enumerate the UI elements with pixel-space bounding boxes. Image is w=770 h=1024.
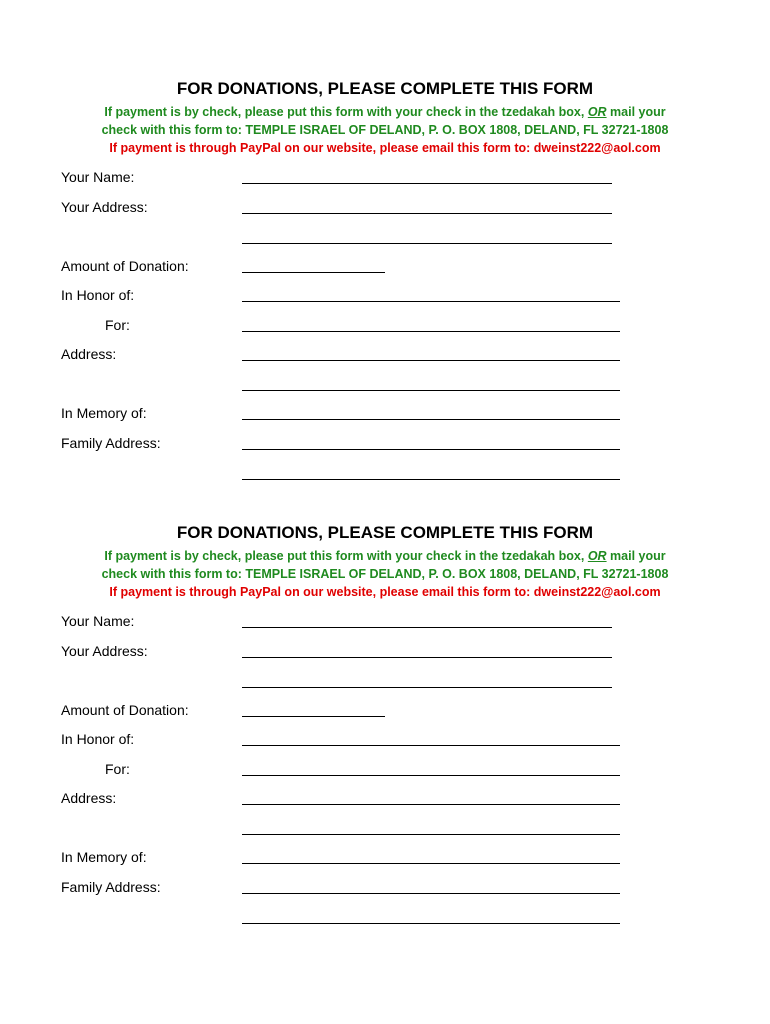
form-title: FOR DONATIONS, PLEASE COMPLETE THIS FORM (176, 523, 594, 542)
for-label: For: (105, 317, 130, 333)
check-instructions-line-1 (0, 547, 770, 565)
honor-address-label: Address: (61, 790, 117, 806)
donation-form-1 (0, 78, 770, 451)
in-honor-line[interactable] (242, 301, 620, 302)
family-address-label: Family Address: (61, 435, 161, 451)
donation-form-2 (0, 522, 770, 895)
your-address-label: Your Address: (61, 199, 148, 215)
your-address-field (0, 198, 770, 218)
family-address-field (0, 434, 770, 454)
your-address-line-1[interactable] (242, 213, 612, 214)
your-address-field-2 (0, 672, 770, 692)
amount-field (0, 257, 770, 277)
in-memory-label: In Memory of: (61, 849, 147, 865)
paypal-instructions: If payment is through PayPal on our website, please email this form to: dweinst222@aol.com (109, 585, 661, 599)
check-instructions-line-2: check with this form to: TEMPLE ISRAEL OF DELAND, P. O. BOX 1808, DELAND, FL 32721-1808 (101, 567, 669, 581)
amount-label: Amount of Donation: (61, 702, 189, 718)
family-address-field-2 (0, 464, 770, 484)
honor-address-line-1[interactable] (242, 804, 620, 805)
or-emphasis: OR (587, 105, 607, 119)
honor-address-line-1[interactable] (242, 360, 620, 361)
check-instructions-text: If payment is by check, please put this form with your check in the tzedakah box, (104, 105, 588, 119)
in-honor-label: In Honor of: (61, 731, 135, 747)
amount-label: Amount of Donation: (61, 258, 189, 274)
in-honor-line[interactable] (242, 745, 620, 746)
in-memory-line[interactable] (242, 863, 620, 864)
family-address-label: Family Address: (61, 879, 161, 895)
your-address-line-2[interactable] (242, 243, 612, 244)
in-honor-field (0, 730, 770, 750)
family-address-field (0, 878, 770, 898)
honor-address-field (0, 789, 770, 809)
honor-address-field (0, 345, 770, 365)
your-name-field (0, 168, 770, 188)
honor-address-line-2[interactable] (242, 390, 620, 391)
in-memory-line[interactable] (242, 419, 620, 420)
check-instructions-text: If payment is by check, please put this form with your check in the tzedakah box, (104, 549, 588, 563)
your-address-label: Your Address: (61, 643, 148, 659)
your-name-label: Your Name: (61, 613, 135, 629)
in-memory-field (0, 848, 770, 868)
amount-field (0, 701, 770, 721)
for-field (0, 760, 770, 780)
honor-address-label: Address: (61, 346, 117, 362)
your-name-label: Your Name: (61, 169, 135, 185)
family-address-line-2[interactable] (242, 923, 620, 924)
honor-address-field-2 (0, 375, 770, 395)
amount-line[interactable] (242, 272, 385, 273)
your-name-line[interactable] (242, 627, 612, 628)
your-address-field-2 (0, 228, 770, 248)
for-label: For: (105, 761, 130, 777)
in-memory-label: In Memory of: (61, 405, 147, 421)
for-field (0, 316, 770, 336)
check-instructions-text-end: mail your (606, 105, 666, 119)
your-address-line-1[interactable] (242, 657, 612, 658)
form-title: FOR DONATIONS, PLEASE COMPLETE THIS FORM (176, 79, 594, 98)
check-instructions-line-1 (0, 103, 770, 121)
your-name-field (0, 612, 770, 632)
family-address-line-1[interactable] (242, 449, 620, 450)
your-address-line-2[interactable] (242, 687, 612, 688)
honor-address-field-2 (0, 819, 770, 839)
amount-line[interactable] (242, 716, 385, 717)
your-address-field (0, 642, 770, 662)
family-address-line-1[interactable] (242, 893, 620, 894)
or-emphasis: OR (587, 549, 607, 563)
your-name-line[interactable] (242, 183, 612, 184)
for-line[interactable] (242, 775, 620, 776)
check-instructions-line-2: check with this form to: TEMPLE ISRAEL OF DELAND, P. O. BOX 1808, DELAND, FL 32721-1808 (101, 123, 669, 137)
family-address-line-2[interactable] (242, 479, 620, 480)
in-memory-field (0, 404, 770, 424)
check-instructions-text-end: mail your (606, 549, 666, 563)
in-honor-field (0, 286, 770, 306)
for-line[interactable] (242, 331, 620, 332)
honor-address-line-2[interactable] (242, 834, 620, 835)
family-address-field-2 (0, 908, 770, 928)
in-honor-label: In Honor of: (61, 287, 135, 303)
paypal-instructions: If payment is through PayPal on our website, please email this form to: dweinst222@aol.com (109, 141, 661, 155)
